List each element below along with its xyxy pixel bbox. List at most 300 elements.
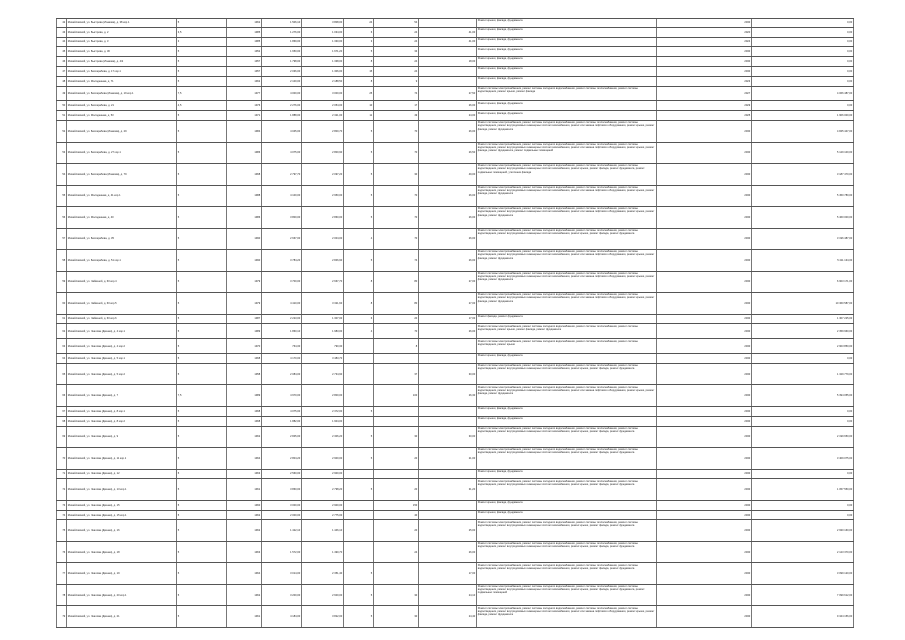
cell-year: 1970 xyxy=(226,339,261,353)
cell-pop: 2 321,00 xyxy=(301,111,343,120)
cell-cnt xyxy=(343,542,373,563)
cell-year: 1968 xyxy=(226,164,261,185)
cell-cnt: 5 xyxy=(343,121,373,142)
cell-area: 4 410,00 xyxy=(261,293,301,314)
cell-n: 64 xyxy=(56,354,66,363)
cell-n: 53 xyxy=(56,143,66,164)
cell-year: 1979 xyxy=(226,293,261,314)
cell-pop: 1 307,00 xyxy=(301,315,343,324)
cell-cy: 2030 xyxy=(656,520,751,541)
cell-year: 1963 xyxy=(226,470,261,479)
cell-addr: Михайловский, ул. Чкалова (Дачная), д. 18 xyxy=(66,542,176,563)
cell-area: 2 797,70 xyxy=(261,164,301,185)
cell-cy: 2030 xyxy=(656,229,751,250)
cell-area: 4 170,00 xyxy=(261,354,301,363)
cell-a: 5 xyxy=(176,19,226,27)
cell-pop: 3 822,00 xyxy=(301,606,343,627)
cell-sum: 0,00 xyxy=(751,57,854,66)
cell-work: Ремонт системы электроснабжения, ремонт системы холодного водоснабжения, ремонт системы теплоснабжения, ремонт системы водоотведения, ремонт внутридомовых инженерных систем газоснабжения, ремонт или замена лифтового оборудования, ремонт крыши, ремонт фасада, ремонт фундамента xyxy=(476,606,656,627)
cell-x: 24 xyxy=(373,67,418,76)
cell-pop: 2 860,00 xyxy=(301,207,343,228)
cell-area: 764,00 xyxy=(261,339,301,353)
cell-a: 5 xyxy=(176,542,226,563)
cell-cnt: 5 xyxy=(343,164,373,185)
cell-work: Ремонт крыши, фасада, фундамента xyxy=(476,407,656,416)
cell-x: 70 xyxy=(373,121,418,142)
cell-n: 54 xyxy=(56,164,66,185)
cell-area: 3 860,00 xyxy=(261,479,301,500)
table-row xyxy=(56,542,854,564)
cell-pop: 2 004,00 xyxy=(301,229,343,250)
cell-sum: 5 460 000,00 xyxy=(751,207,854,228)
cell-y: 27,00 xyxy=(418,272,476,293)
cell-work: Ремонт крыши, фасада, фундамента xyxy=(476,111,656,120)
cell-year: 1971 xyxy=(226,111,261,120)
cell-cnt: 5 xyxy=(343,143,373,164)
cell-area: 4 100,00 xyxy=(261,186,301,207)
cell-y: 26,00 xyxy=(418,207,476,228)
cell-x: 80 xyxy=(373,272,418,293)
table-row xyxy=(56,511,854,521)
table-row xyxy=(56,479,854,501)
cell-a: 4,5 xyxy=(176,101,226,110)
cell-pop: 2 950,00 xyxy=(301,186,343,207)
table-row xyxy=(56,47,854,57)
cell-work: Ремонт системы электроснабжения, ремонт системы холодного водоснабжения, ремонт системы теплоснабжения, ремонт системы водоотведения, ремонт внутридомовых инженерных систем газоснабжения, ремонт крыши, ремонт фасада, ремонт фундамента, ремонт подвальных помещений, утепление фасада xyxy=(476,164,656,185)
cell-n: 75 xyxy=(56,520,66,541)
cell-cy: 2029 xyxy=(656,101,751,110)
cell-x: 54 xyxy=(373,19,418,27)
cell-area: 1 422,10 xyxy=(261,520,301,541)
cell-a: 5 xyxy=(176,479,226,500)
cell-n: 44 xyxy=(56,38,66,47)
cell-sum: 1 329 779,00 xyxy=(751,364,854,385)
table-row xyxy=(56,448,854,470)
cell-area: 1 276,00 xyxy=(261,28,301,37)
cell-a: 5 xyxy=(176,501,226,510)
cell-cy: 2030 xyxy=(656,19,751,27)
cell-cnt xyxy=(343,354,373,363)
cell-addr: Михайловский, ул. Чкалова (Дачная), д. 15 xyxy=(66,501,176,510)
cell-addr: Михайловский, ул. Чайкиной, д. 60 кор.4 xyxy=(66,272,176,293)
cell-x: 150 xyxy=(373,501,418,510)
cell-x xyxy=(373,417,418,426)
cell-cnt: 5 xyxy=(343,606,373,627)
table-row xyxy=(56,229,854,251)
table-row xyxy=(56,38,854,48)
cell-a: 5 xyxy=(176,585,226,606)
cell-cy: 2030 xyxy=(656,143,751,164)
cell-cy: 2030 xyxy=(656,448,751,469)
cell-addr: Михайловский, ул. Молодежная, д. 41 кор.1 xyxy=(66,186,176,207)
cell-sum: 0,00 xyxy=(751,77,854,86)
cell-x: 20 xyxy=(373,315,418,324)
table-row xyxy=(56,520,854,542)
cell-area: 3 000,00 xyxy=(261,501,301,510)
cell-year: 1977 xyxy=(226,87,261,101)
cell-x xyxy=(373,470,418,479)
cell-cy: 2025 xyxy=(656,111,751,120)
cell-addr: Михайловский, ул. Чкалова (Дачная), д. 21 xyxy=(66,606,176,627)
cell-cnt: 5 xyxy=(343,47,373,56)
cell-y: 17,00 xyxy=(418,563,476,584)
cell-year: 1984 xyxy=(226,121,261,142)
cell-work: Ремонт крыши, фасада, фундамента xyxy=(476,417,656,426)
cell-sum: 0,00 xyxy=(751,511,854,520)
cell-cy: 2030 xyxy=(656,364,751,385)
cell-area: 1 650,00 xyxy=(261,47,301,56)
cell-x: 33 xyxy=(373,47,418,56)
cell-y: 41,00 xyxy=(418,38,476,47)
cell-n: 67 xyxy=(56,407,66,416)
cell-y: 17,00 xyxy=(418,315,476,324)
cell-area: 2 845,00 xyxy=(261,427,301,448)
cell-work: Ремонт системы электроснабжения, ремонт системы холодного водоснабжения, ремонт системы теплоснабжения, ремонт системы водоотведения, ремонт внутридомовых инженерных систем газоснабжения, ремонт или замена лифтового оборудования, ремонт крыши, ремонт фасада, ремонт фундамента xyxy=(476,207,656,228)
cell-y xyxy=(418,470,476,479)
cell-pop: 1 904,00 xyxy=(301,417,343,426)
cell-work: Ремонт крыши, фасада, фундамента xyxy=(476,101,656,110)
cell-work: Ремонт крыши, фасада, фундамента xyxy=(476,47,656,56)
cell-pop: 2 667,70 xyxy=(301,272,343,293)
cell-work: Ремонт крыши, фасада, фундамента xyxy=(476,28,656,37)
cell-n: 76 xyxy=(56,542,66,563)
cell-addr: Михайловский, ул. Быстрова (Иоакова), д. 4/2 xyxy=(66,57,176,66)
cell-x: 30 xyxy=(373,606,418,627)
cell-a: 5 xyxy=(176,207,226,228)
cell-n: 59 xyxy=(56,272,66,293)
cell-pop: 3 321,60 xyxy=(301,293,343,314)
cell-sum: 0,00 xyxy=(751,407,854,416)
cell-year: 1961 xyxy=(226,479,261,500)
cell-y: 26,00 xyxy=(418,324,476,338)
cell-x: 20 xyxy=(373,520,418,541)
cell-area: 4 075,00 xyxy=(261,407,301,416)
cell-cnt: 8 xyxy=(343,77,373,86)
cell-y: 26,30 xyxy=(418,385,476,406)
cell-area: 2 804,20 xyxy=(261,448,301,469)
cell-cnt xyxy=(343,364,373,385)
cell-sum: 6 903 171,00 xyxy=(751,272,854,293)
cell-cy: 2030 xyxy=(656,501,751,510)
cell-x: 8 xyxy=(373,339,418,353)
cell-cnt: 5 xyxy=(343,407,373,416)
cell-cnt: 3 xyxy=(343,38,373,47)
cell-addr: Михайловский, ул. Быстрова (Иоакова), д. 38 кор.1 xyxy=(66,19,176,27)
cell-x: 24 xyxy=(373,542,418,563)
cell-a: 5 xyxy=(176,186,226,207)
cell-year: 1957 xyxy=(226,57,261,66)
cell-n: 62 xyxy=(56,324,66,338)
table-row xyxy=(56,207,854,229)
table-row xyxy=(56,354,854,364)
cell-year: 1958 xyxy=(226,364,261,385)
cell-work: Ремонт системы электроснабжения, ремонт системы холодного водоснабжения, ремонт системы теплоснабжения, ремонт системы водоотведения, ремонт крыши, ремонт фасада xyxy=(476,87,656,101)
cell-year: 1957 xyxy=(226,67,261,76)
cell-x: 24 xyxy=(373,38,418,47)
cell-n: 42 xyxy=(56,19,66,27)
cell-work: Ремонт системы электроснабжения, ремонт системы холодного водоснабжения, ремонт системы теплоснабжения, ремонт системы водоотведения, ремонт внутридомовых инженерных систем газоснабжения, ремонт крыши, ремонт фасада, ремонт фундамента xyxy=(476,520,656,541)
cell-year: 1979 xyxy=(226,272,261,293)
cell-y: 30,00 xyxy=(418,427,476,448)
table-row xyxy=(56,385,854,407)
cell-cy: 2020 xyxy=(656,28,751,37)
cell-x: 24 xyxy=(373,28,418,37)
cell-addr: Михайловский, ул. Чкалова (Дачная), д. 15 кор.1 xyxy=(66,511,176,520)
cell-a: 5 xyxy=(176,364,226,385)
cell-addr: Михайловский, ул. Чкалова (Дачная), д. 16 xyxy=(66,520,176,541)
cell-y: 49,00 xyxy=(418,164,476,185)
cell-sum: 0,00 xyxy=(751,19,854,27)
cell-sum: 3 196 487,00 xyxy=(751,229,854,250)
table-row xyxy=(56,563,854,585)
cell-area: 1 888,00 xyxy=(261,111,301,120)
cell-a: 5 xyxy=(176,293,226,314)
cell-year: 1952 xyxy=(226,47,261,56)
cell-year: 1961 xyxy=(226,606,261,627)
cell-cy: 2030 xyxy=(656,417,751,426)
cell-cy: 2024 xyxy=(656,38,751,47)
cell-a: 5 xyxy=(176,47,226,56)
cell-area: 3 784,20 xyxy=(261,250,301,271)
table-row xyxy=(56,18,854,28)
cell-y xyxy=(418,354,476,363)
cell-y: 24,10 xyxy=(418,585,476,606)
cell-addr: Михайловский, ул. Чкалова (Дачная), д. 4 кор.1 xyxy=(66,324,176,338)
cell-cnt: 5 xyxy=(343,186,373,207)
cell-work: Ремонт крыши, фасада, фундамента xyxy=(476,501,656,510)
cell-x: 49 xyxy=(373,111,418,120)
cell-addr: Михайловский, ул. Чкалова (Дачная), д. 9 xyxy=(66,427,176,448)
cell-cy: 2030 xyxy=(656,315,751,324)
cell-y: 25,00 xyxy=(418,520,476,541)
cell-area: 2 667,00 xyxy=(261,229,301,250)
cell-n: 65 xyxy=(56,364,66,385)
cell-cnt: 10 xyxy=(343,101,373,110)
cell-year: 1964 xyxy=(226,563,261,584)
cell-work: Ремонт системы электроснабжения, ремонт системы холодного водоснабжения, ремонт системы теплоснабжения, ремонт системы водоотведения, ремонт внутридомовых инженерных систем газоснабжения, ремонт крыши, ремонт фасада, ремонт фундамента xyxy=(476,542,656,563)
cell-n: 61 xyxy=(56,315,66,324)
cell-cy: 2027 xyxy=(656,87,751,101)
cell-cy: 2030 xyxy=(656,585,751,606)
cell-n: 69 xyxy=(56,427,66,448)
cell-cy: 2030 xyxy=(656,479,751,500)
cell-x: 74 xyxy=(373,250,418,271)
cell-x: 70 xyxy=(373,143,418,164)
cell-area: 1 572,00 xyxy=(261,542,301,563)
cell-sum: 4 066 487,00 xyxy=(751,87,854,101)
cell-year: 1985 xyxy=(226,28,261,37)
cell-cy: 2030 xyxy=(656,121,751,142)
cell-cy: 2030 xyxy=(656,385,751,406)
cell-pop: 3 808,00 xyxy=(301,19,343,27)
cell-addr: Михайловский, ул. Бессарабова (Иоакова), д. 29 xyxy=(66,121,176,142)
cell-x: 20 xyxy=(373,479,418,500)
cell-cy: 2030 xyxy=(656,542,751,563)
cell-cnt: 5 xyxy=(343,448,373,469)
cell-cnt xyxy=(343,385,373,406)
cell-y xyxy=(418,407,476,416)
cell-work: Ремонт системы электроснабжения, ремонт системы холодного водоснабжения, ремонт системы теплоснабжения, ремонт системы водоотведения, ремонт внутридомовых инженерных систем газоснабжения, ремонт крыши, ремонт фасада, ремонт фундамента xyxy=(476,448,656,469)
table-row xyxy=(56,417,854,427)
cell-sum: 3 099 120,00 xyxy=(751,563,854,584)
cell-a: 5 xyxy=(176,143,226,164)
cell-n: 66 xyxy=(56,385,66,406)
cell-area: 2 036,00 xyxy=(261,67,301,76)
cell-addr: Михайловский, ул. Бессарабова, д. 17 кор.1 xyxy=(66,67,176,76)
cell-area: 4 045,00 xyxy=(261,121,301,142)
cell-a: 5 xyxy=(176,354,226,363)
cell-cy: 2030 xyxy=(656,606,751,627)
cell-addr: Михайловский, ул. Чкалова (Дачная), д. 4 кор.2 xyxy=(66,339,176,353)
cell-area: 2 276,00 xyxy=(261,101,301,110)
table-row xyxy=(56,407,854,417)
cell-cy: 2030 xyxy=(656,47,751,56)
table-row xyxy=(56,585,854,607)
cell-pop: 2 097,20 xyxy=(301,164,343,185)
cell-sum: 4 845 447,00 xyxy=(751,121,854,142)
cell-addr: Михайловский, ул. Бессарабова, д. 35 xyxy=(66,229,176,250)
cell-y: 26,50 xyxy=(418,143,476,164)
cell-n: 49 xyxy=(56,87,66,101)
cell-year: 1963 xyxy=(226,542,261,563)
cell-cy: 2030 xyxy=(656,250,751,271)
cell-sum: 2 123 370,00 xyxy=(751,542,854,563)
cell-sum: 1 906 000,00 xyxy=(751,111,854,120)
cell-work: Ремонт системы электроснабжения, ремонт системы холодного водоснабжения, ремонт системы теплоснабжения, ремонт системы водоотведения, ремонт внутридомовых инженерных систем газоснабжения, ремонт крыши, ремонт фасада, ремонт фундамента, ремонт подвальных помещений xyxy=(476,585,656,606)
cell-cnt: 5 xyxy=(343,585,373,606)
cell-y xyxy=(418,501,476,510)
cell-sum: 2 903 850,00 xyxy=(751,339,854,353)
cell-sum: 3 187 470,00 xyxy=(751,164,854,185)
cell-cy: 2030 xyxy=(656,207,751,228)
cell-pop: 2 900,00 xyxy=(301,501,343,510)
cell-work: Ремонт системы электроснабжения, ремонт системы холодного водоснабжения, ремонт системы теплоснабжения, ремонт системы водоотведения, ремонт крыши xyxy=(476,339,656,353)
cell-year: 1990 xyxy=(226,250,261,271)
cell-pop: 2 900,00 xyxy=(301,448,343,469)
cell-pop: 1 338,00 xyxy=(301,57,343,66)
cell-work: Ремонт крыши, фасада, фундамента xyxy=(476,67,656,76)
cell-addr: Михайловский, ул. Чайкиной, д. 60 кор.6 xyxy=(66,315,176,324)
cell-work: Ремонт системы электроснабжения, ремонт системы холодного водоснабжения, ремонт системы теплоснабжения, ремонт системы водоотведения, ремонт внутридомовых инженерных систем газоснабжения, ремонт крыши, ремонт фасада, ремонт фундамента xyxy=(476,364,656,385)
cell-n: 51 xyxy=(56,111,66,120)
cell-work: Ремонт системы электроснабжения, ремонт системы холодного водоснабжения, ремонт системы теплоснабжения, ремонт системы водоотведения, ремонт внутридомовых инженерных систем газоснабжения, ремонт или замена лифтового оборудования, ремонт крыши, ремонт фасада, ремонт фундамента xyxy=(476,250,656,271)
cell-a: 5 xyxy=(176,606,226,627)
cell-x: 40 xyxy=(373,511,418,520)
cell-work: Ремонт крыши, фасада, фундамента xyxy=(476,354,656,363)
cell-a: 5 xyxy=(176,111,226,120)
cell-y: 27,50 xyxy=(418,87,476,101)
cell-addr: Михайловский, ул. Чкалова (Дачная), д. 8 кор.1 xyxy=(66,407,176,416)
cell-x: 80 xyxy=(373,293,418,314)
cell-area: 2 560,00 xyxy=(261,470,301,479)
cell-sum: 10 360 587,00 xyxy=(751,293,854,314)
cell-work: Ремонт системы электроснабжения, ремонт системы холодного водоснабжения, ремонт системы теплоснабжения, ремонт системы водоотведения, ремонт крыши, ремонт фасада, ремонт фундамента xyxy=(476,324,656,338)
cell-sum: 2 199 650,00 xyxy=(751,427,854,448)
cell-y: 24,40 xyxy=(418,606,476,627)
cell-x: 74 xyxy=(373,87,418,101)
cell-sum: 2 359 960,00 xyxy=(751,324,854,338)
cell-cy: 2030 xyxy=(656,293,751,314)
cell-year: 1962 xyxy=(226,427,261,448)
cell-year: 1962 xyxy=(226,520,261,541)
cell-pop: 2 800,00 xyxy=(301,385,343,406)
cell-n: 73 xyxy=(56,501,66,510)
cell-pop: 1 034,00 xyxy=(301,28,343,37)
cell-addr: Михайловский, ул. Чкалова (Дачная), д. 5 кор.1 xyxy=(66,354,176,363)
cell-pop: 1 446,10 xyxy=(301,520,343,541)
cell-x xyxy=(373,407,418,416)
cell-cnt: 5 xyxy=(343,250,373,271)
cell-sum: 2 930 160,00 xyxy=(751,520,854,541)
cell-x: 70 xyxy=(373,186,418,207)
cell-a: 5 xyxy=(176,470,226,479)
cell-cnt: 24 xyxy=(343,19,373,27)
cell-a: 5 xyxy=(176,417,226,426)
cell-sum: 7 099 612,00 xyxy=(751,585,854,606)
cell-sum: 5 129 100,00 xyxy=(751,143,854,164)
cell-work: Ремонт крыши, фасада, фундамента xyxy=(476,38,656,47)
cell-y: 31,20 xyxy=(418,479,476,500)
cell-x: 30 xyxy=(373,427,418,448)
cell-cnt: 11 xyxy=(343,111,373,120)
cell-area: 1 882,00 xyxy=(261,417,301,426)
cell-addr: Михайловский, ул. Быстрова, д. 30 xyxy=(66,47,176,56)
cell-a: 5 xyxy=(176,229,226,250)
table-row xyxy=(56,77,854,87)
cell-cnt: 4 xyxy=(343,229,373,250)
cell-pop: 2 900,00 xyxy=(301,470,343,479)
cell-a: 7,5 xyxy=(176,385,226,406)
cell-cy: 2030 xyxy=(656,339,751,353)
cell-area: 2 084,00 xyxy=(261,364,301,385)
cell-a: 5 xyxy=(176,448,226,469)
cell-area: 4 970,00 xyxy=(261,385,301,406)
table-row xyxy=(56,293,854,315)
table-row xyxy=(56,186,854,208)
cell-y xyxy=(418,47,476,56)
cell-work: Ремонт системы электроснабжения, ремонт системы холодного водоснабжения, ремонт системы теплоснабжения, ремонт системы водоотведения, ремонт внутридомовых инженерных систем газоснабжения, ремонт крыши, ремонт фасада, ремонт фундамента xyxy=(476,563,656,584)
cell-addr: Михайловский, ул. Быстрова, д. 3 xyxy=(66,38,176,47)
cell-n: 79 xyxy=(56,606,66,627)
cell-addr: Михайловский, ул. Чкалова (Дачная), д. 11 кор.1 xyxy=(66,448,176,469)
cell-cy: 2030 xyxy=(656,67,751,76)
cell-pop: 1 983,00 xyxy=(301,324,343,338)
cell-a: 5 xyxy=(176,121,226,142)
cell-area: 1 869,00 xyxy=(261,38,301,47)
table-row xyxy=(56,272,854,294)
cell-x: 20 xyxy=(373,448,418,469)
cell-n: 77 xyxy=(56,563,66,584)
cell-addr: Михайловский, ул. Чайкиной, д. 60 кор.5 xyxy=(66,293,176,314)
cell-year: 1962 xyxy=(226,511,261,520)
cell-year: 1976 xyxy=(226,101,261,110)
cell-y: 26,00 xyxy=(418,250,476,271)
cell-x: 70 xyxy=(373,324,418,338)
cell-pop: 2 306,20 xyxy=(301,427,343,448)
cell-work: Ремонт крыши, фасада, фундамента xyxy=(476,19,656,27)
cell-cy: 2030 xyxy=(656,272,751,293)
cell-pop: 2 800,70 xyxy=(301,121,343,142)
cell-y xyxy=(418,19,476,27)
cell-cnt xyxy=(343,470,373,479)
cell-n: 72 xyxy=(56,479,66,500)
cell-work: Ремонт системы электроснабжения, ремонт системы холодного водоснабжения, ремонт системы теплоснабжения, ремонт системы водоотведения, ремонт внутридомовых инженерных систем газоснабжения, ремонт крыши, ремонт фасада, ремонт фундамента xyxy=(476,479,656,500)
cell-a: 3 xyxy=(176,38,226,47)
cell-work: Ремонт системы электроснабжения, ремонт системы холодного водоснабжения, ремонт системы теплоснабжения, ремонт системы водоотведения, ремонт внутридомовых инженерных систем газоснабжения, ремонт или замена лифтового оборудования, ремонт крыши, ремонт фасада, ремонт фундамента xyxy=(476,186,656,207)
cell-work: Ремонт системы электроснабжения, ремонт системы холодного водоснабжения, ремонт системы теплоснабжения, ремонт системы водоотведения, ремонт внутридомовых инженерных систем газоснабжения, ремонт или замена лифтового оборудования, ремонт крыши, ремонт фасада, ремонт фундамента xyxy=(476,121,656,142)
spreadsheet-table xyxy=(56,18,854,628)
cell-y: 41,00 xyxy=(418,28,476,37)
